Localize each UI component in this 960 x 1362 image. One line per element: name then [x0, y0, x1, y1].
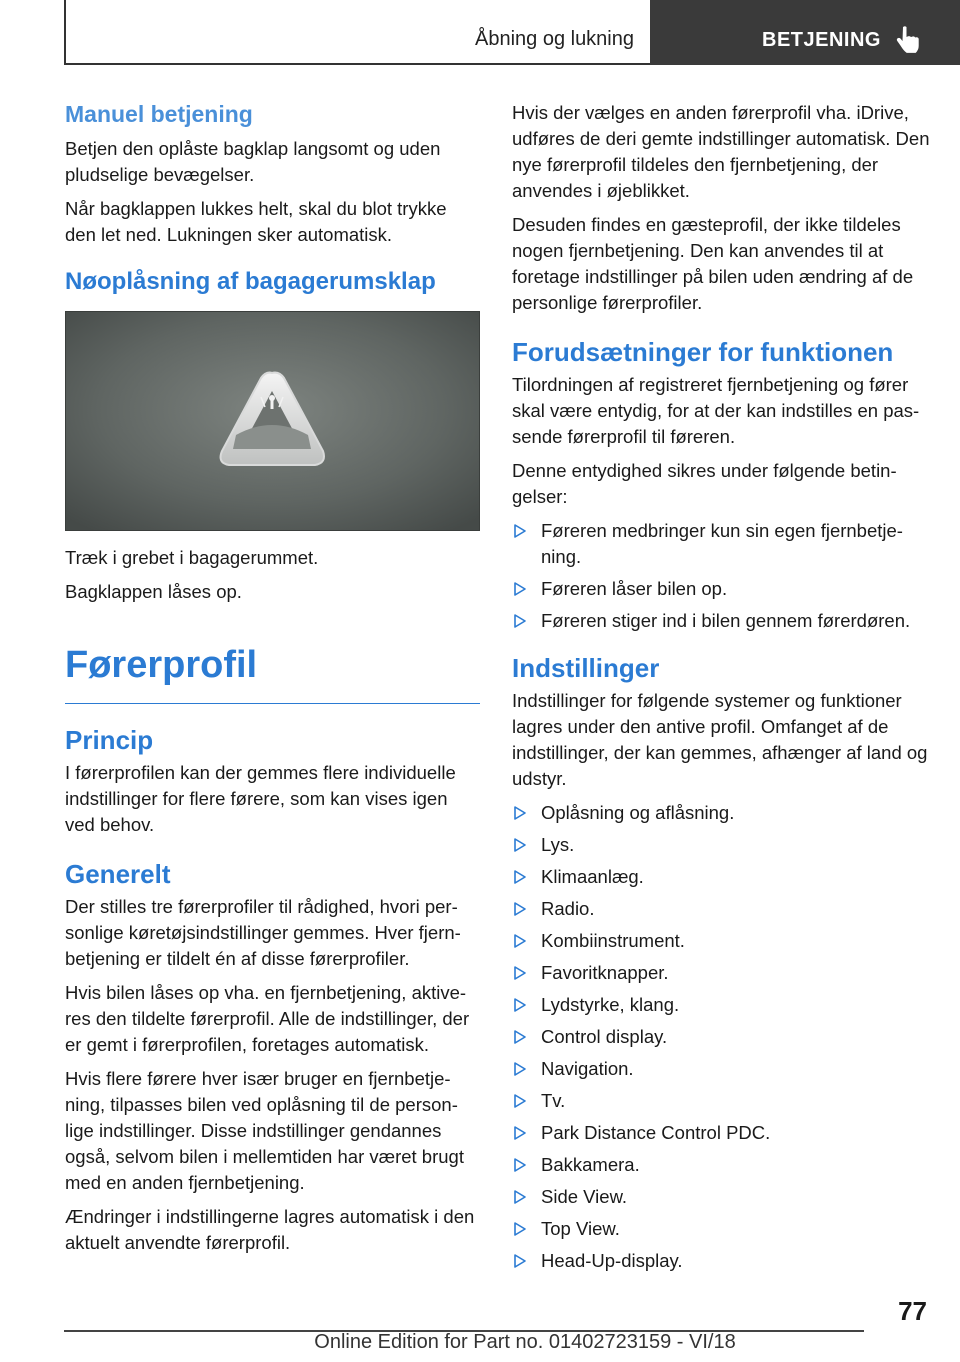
prerequisites-paragraph-1: Tilordningen af registreret fjernbetjening og fører skal være entydig, for at der kan indstilles en pas-sende førerprofil til føreren. — [512, 373, 920, 447]
prerequisites-paragraph-2: Denne entydighed sikres under følgende betin-gelser: — [512, 459, 897, 507]
right-column — [512, 100, 932, 1284]
settings-paragraph-1: Indstillinger for følgende systemer og funktioner lagres under den antive profil. Omfanget af de indstillinger, der kan gemmes, afhænger af land og udstyr. — [512, 689, 928, 789]
settings-list — [512, 800, 932, 1274]
triangle-right-icon — [514, 1190, 526, 1204]
list-item — [512, 1216, 932, 1242]
list-item-text: Tv. — [541, 1089, 566, 1111]
list-item — [512, 800, 932, 826]
triangle-right-icon — [514, 582, 526, 596]
right-paragraph-2: Desuden findes en gæsteprofil, der ikke tildeles nogen fjernbetjening. Den kan anvendes til at foretage indstillinger på bilen uden ændring af de personlige førerprofiler. — [512, 214, 914, 313]
chapter-tab-label: BETJENING — [762, 29, 881, 51]
list-item — [512, 608, 932, 634]
triangle-right-icon — [514, 966, 526, 980]
list-item — [512, 1152, 932, 1178]
list-item — [512, 992, 932, 1018]
chapter-tab — [650, 0, 960, 65]
triangle-right-icon — [514, 1158, 526, 1172]
list-item-text: Klimaanlæg. — [541, 865, 644, 887]
page-header — [0, 0, 960, 66]
pointing-hand-icon — [894, 25, 920, 55]
section-rule — [65, 703, 480, 705]
list-item — [512, 1024, 932, 1050]
list-item — [512, 1184, 932, 1210]
right-paragraph-1: Hvis der vælges en anden førerprofil vha. iDrive, udføres de deri gemte indstillinger automatisk. Den nye førerprofil tildeles den fjernbetjening, der anvendes i øjeblikket. — [512, 102, 930, 201]
list-item-text: Oplåsning og aflåsning. — [541, 801, 735, 823]
page-footer — [0, 1296, 960, 1362]
section-title: Åbning og lukning — [474, 28, 634, 50]
list-item — [512, 1088, 932, 1114]
principle-paragraph-1: I førerprofilen kan der gemmes flere individuelle indstillinger for flere førere, som kan vises igen ved behov. — [65, 761, 456, 835]
emergency-paragraph-1: Træk i grebet i bagagerummet. — [65, 547, 319, 569]
triangle-right-icon — [514, 806, 526, 820]
manual-paragraph-2: Når bagklappen lukkes helt, skal du blot trykke den let ned. Lukningen sker automatisk. — [65, 197, 447, 245]
triangle-right-icon — [514, 838, 526, 852]
triangle-right-icon — [514, 1030, 526, 1044]
list-item-text: Favoritknapper. — [541, 961, 669, 983]
list-item — [512, 960, 932, 986]
list-item — [512, 832, 932, 858]
emergency-release-heading: Nøoplåsning af bagagerumsklap — [65, 267, 436, 295]
triangle-right-icon — [514, 614, 526, 628]
triangle-right-icon — [514, 1254, 526, 1268]
general-paragraph-4: Ændringer i indstillingerne lagres automatisk i den aktuelt anvendte førerprofil. — [65, 1205, 475, 1253]
general-paragraph-3: Hvis flere førere hver især bruger en fjernbetje-ning, tilpasses bilen ved oplåsning til de person-lige indstillinger. Disse indstillinger gendannes også, selvom bilen i mellemtiden har været brugt med en anden fjernbetjening. — [65, 1067, 464, 1193]
manual-operation-heading: Manuel betjening — [65, 101, 253, 127]
prerequisites-list — [512, 518, 932, 634]
list-item-text: Bakkamera. — [541, 1153, 640, 1175]
trunk-release-handle-photo — [65, 311, 480, 531]
triangle-right-icon — [514, 1062, 526, 1076]
triangle-right-icon — [514, 934, 526, 948]
principle-heading: Princip — [65, 725, 154, 756]
emergency-paragraph-2: Bagklappen låses op. — [65, 581, 242, 603]
list-item-text: Kombiinstrument. — [541, 929, 685, 951]
driver-profile-heading: Førerprofil — [65, 644, 258, 687]
manual-paragraph-1: Betjen den oplåste bagklap langsomt og uden pludselige bevægelser. — [65, 137, 441, 185]
list-item-text: Lydstyrke, klang. — [541, 993, 680, 1015]
list-item-text: Park Distance Control PDC. — [541, 1121, 771, 1143]
general-heading: Generelt — [65, 858, 171, 889]
list-item — [512, 576, 932, 602]
triangle-right-icon — [514, 998, 526, 1012]
list-item-text: Side View. — [541, 1185, 628, 1207]
list-item — [512, 1120, 932, 1146]
prerequisites-heading: Forudsætninger for funktionen — [512, 337, 894, 367]
page-number: 77 — [898, 1296, 927, 1326]
list-item-text: Føreren medbringer kun sin egen fjernbetje-ning. — [541, 519, 903, 567]
list-item-text: Føreren låser bilen op. — [541, 577, 728, 599]
list-item — [512, 1248, 932, 1274]
list-item-text: Control display. — [541, 1025, 668, 1047]
list-item — [512, 1056, 932, 1082]
edition-note: Online Edition for Part no. 01402723159 - VI/18 — [314, 1331, 736, 1353]
settings-heading: Indstillinger — [512, 652, 660, 683]
list-item-text: Top View. — [541, 1217, 620, 1239]
list-item — [512, 518, 932, 570]
list-item-text: Føreren stiger ind i bilen gennem førerdøren. — [541, 609, 911, 631]
left-column — [65, 100, 480, 1264]
triangle-right-icon — [514, 524, 526, 538]
triangle-right-icon — [514, 1222, 526, 1236]
general-paragraph-2: Hvis bilen låses op vha. en fjernbetjening, aktive-res den tildelte førerprofil. Alle de indstillinger, der er gemt i førerprofilen, foretages automatisk. — [65, 981, 470, 1055]
triangle-right-icon — [514, 870, 526, 884]
triangle-right-icon — [514, 1094, 526, 1108]
list-item — [512, 896, 932, 922]
list-item-text: Head-Up-display. — [541, 1249, 683, 1271]
triangle-right-icon — [514, 902, 526, 916]
list-item — [512, 864, 932, 890]
general-paragraph-1: Der stilles tre førerprofiler til rådighed, hvori per-sonlige køretøjsindstillinger gemmes. Hver fjern-betjening er tildelt én af disse førerprofiler. — [65, 895, 461, 969]
triangle-right-icon — [514, 1126, 526, 1140]
list-item-text: Lys. — [541, 833, 575, 855]
list-item-text: Navigation. — [541, 1057, 634, 1079]
header-bottom-rule — [64, 63, 650, 65]
list-item-text: Radio. — [541, 897, 595, 919]
list-item — [512, 928, 932, 954]
